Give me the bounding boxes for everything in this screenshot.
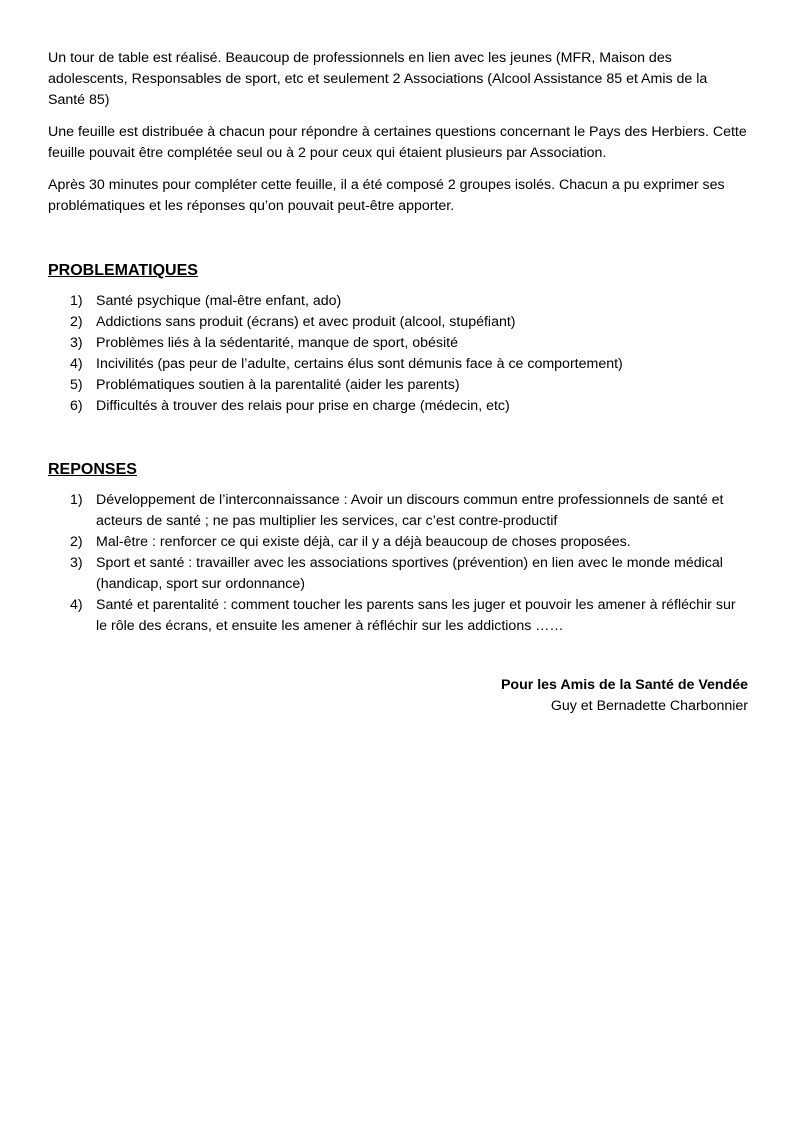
- list-item: [48, 375, 748, 396]
- list-item-number: 3): [70, 335, 83, 351]
- list-item-number: 1): [70, 492, 83, 508]
- list-item-text: Mal-être : renforcer ce qui existe déjà, car il y a déjà beaucoup de choses proposées.: [96, 534, 631, 550]
- list-item: [48, 354, 748, 375]
- list-item-number: 2): [70, 534, 83, 550]
- section-spacer: [48, 417, 748, 459]
- list-item: [48, 490, 748, 532]
- problematiques-heading: PROBLEMATIQUES: [48, 262, 198, 279]
- list-item-number: 2): [70, 314, 83, 330]
- list-item-number: 1): [70, 293, 83, 309]
- document-page: [48, 48, 748, 717]
- list-item: [48, 291, 748, 312]
- list-item: [48, 553, 748, 595]
- list-item: [48, 312, 748, 333]
- list-item-text: Incivilités (pas peur de l’adulte, certains élus sont démunis face à ce comportement): [96, 356, 623, 372]
- reponses-list: [48, 490, 748, 637]
- list-item-text: Santé psychique (mal-être enfant, ado): [96, 293, 342, 309]
- reponses-heading: REPONSES: [48, 461, 137, 478]
- signature-organization: Pour les Amis de la Santé de Vendée: [500, 677, 748, 693]
- list-item-text: Problèmes liés à la sédentarité, manque de sport, obésité: [96, 335, 458, 351]
- intro-paragraph-1: Un tour de table est réalisé. Beaucoup de professionnels en lien avec les jeunes (MFR, Maison des adolescents, Responsables de sport, etc et seulement 2 Associations (Alcool Assistance 85 et Amis de la Santé 85): [48, 50, 708, 108]
- list-item-number: 6): [70, 398, 83, 414]
- list-item: [48, 532, 748, 553]
- list-item: [48, 333, 748, 354]
- list-item-text: Difficultés à trouver des relais pour prise en charge (médecin, etc): [96, 398, 510, 414]
- intro-paragraph-3: Après 30 minutes pour compléter cette feuille, il a été composé 2 groupes isolés. Chacun a pu exprimer ses problématiques et les réponses qu’on pouvait peut-être apporter.: [48, 177, 725, 214]
- list-item-text: Addictions sans produit (écrans) et avec produit (alcool, stupéfiant): [96, 314, 516, 330]
- list-item-text: Problématiques soutien à la parentalité (aider les parents): [96, 377, 460, 393]
- list-item-number: 4): [70, 597, 83, 613]
- list-item-text: Sport et santé : travailler avec les associations sportives (prévention) en lien avec le monde médical (handicap, sport sur ordonnance): [96, 555, 723, 592]
- list-item: [48, 396, 748, 417]
- list-item: [48, 595, 748, 637]
- signature-names: Guy et Bernadette Charbonnier: [550, 698, 748, 714]
- list-item-text: Santé et parentalité : comment toucher les parents sans les juger et pouvoir les amener à réfléchir sur le rôle des écrans, et ensuite les amener à réfléchir sur les addictions ……: [96, 597, 736, 634]
- list-item-number: 3): [70, 555, 83, 571]
- list-item-text: Développement de l’interconnaissance : Avoir un discours commun entre professionnels de santé et acteurs de santé ; ne pas multiplier les services, car c’est contre-productif: [96, 492, 724, 529]
- list-item-number: 5): [70, 377, 83, 393]
- section-spacer: [48, 228, 748, 260]
- signature-block: [48, 675, 748, 717]
- problematiques-list: [48, 291, 748, 417]
- list-item-number: 4): [70, 356, 83, 372]
- intro-paragraph-2: Une feuille est distribuée à chacun pour répondre à certaines questions concernant le Pays des Herbiers. Cette feuille pouvait être complétée seul ou à 2 pour ceux qui étaient plusieurs par Association.: [48, 124, 747, 161]
